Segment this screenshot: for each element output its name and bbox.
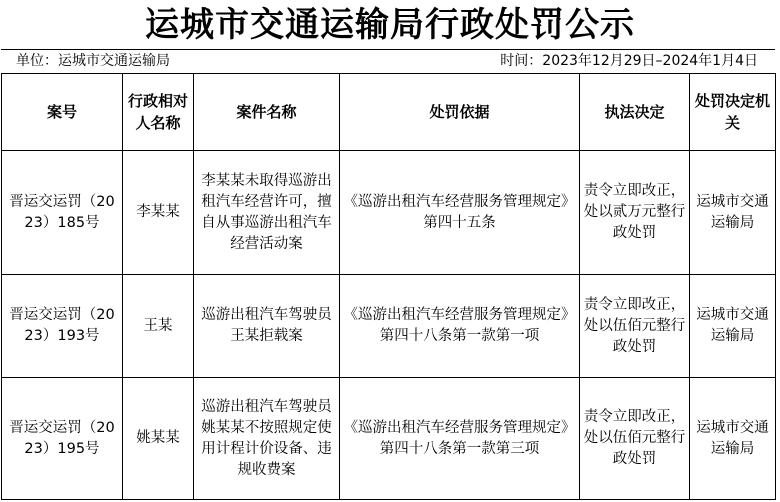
basis-cell: 《巡游出租汽车经营服务管理规定》第四十五条 xyxy=(340,151,580,275)
authority-cell: 运城市交通运输局 xyxy=(690,151,776,275)
case-no-cell: 晋运交运罚（2023）185号 xyxy=(2,151,123,275)
decision-cell: 责令立即改正，处以贰万元整行政处罚 xyxy=(580,151,690,275)
table-row xyxy=(2,151,776,275)
header-party: 行政相对人名称 xyxy=(123,74,194,151)
basis-cell: 《巡游出租汽车经营服务管理规定》第四十八条第一款第三项 xyxy=(340,378,580,500)
table-header-row xyxy=(2,74,776,151)
basis-cell: 《巡游出租汽车经营服务管理规定》第四十八条第一款第一项 xyxy=(340,275,580,378)
header-basis: 处罚依据 xyxy=(340,74,580,151)
header-case-no: 案号 xyxy=(2,74,123,151)
authority-cell: 运城市交通运输局 xyxy=(690,275,776,378)
table-row xyxy=(2,378,776,500)
table-row xyxy=(2,275,776,378)
decision-cell: 责令立即改正，处以伍佰元整行政处罚 xyxy=(580,378,690,500)
header-decision: 执法决定 xyxy=(580,74,690,151)
case-no-cell: 晋运交运罚（2023）195号 xyxy=(2,378,123,500)
decision-cell: 责令立即改正，处以伍佰元整行政处罚 xyxy=(580,275,690,378)
case-name-cell: 巡游出租汽车驾驶员王某拒载案 xyxy=(194,275,340,378)
page-title: 运城市交通运输局行政处罚公示 xyxy=(145,5,635,45)
party-cell: 王某 xyxy=(123,275,194,378)
party-cell: 姚某某 xyxy=(123,378,194,500)
penalty-table xyxy=(1,73,776,500)
case-name-cell: 李某某未取得巡游出租汽车经营许可，擅自从事巡游出租汽车经营活动案 xyxy=(194,151,340,275)
party-cell: 李某某 xyxy=(123,151,194,275)
issuing-unit: 单位：运城市交通运输局 xyxy=(16,53,170,69)
header-authority: 处罚决定机关 xyxy=(690,74,776,151)
authority-cell: 运城市交通运输局 xyxy=(690,378,776,500)
publication-period: 时间：2023年12月29日–2024年1月4日 xyxy=(500,53,758,69)
header-case-name: 案件名称 xyxy=(194,74,340,151)
case-name-cell: 巡游出租汽车驾驶员姚某某不按照规定使用计程计价设备、违规收费案 xyxy=(194,378,340,500)
case-no-cell: 晋运交运罚（2023）193号 xyxy=(2,275,123,378)
